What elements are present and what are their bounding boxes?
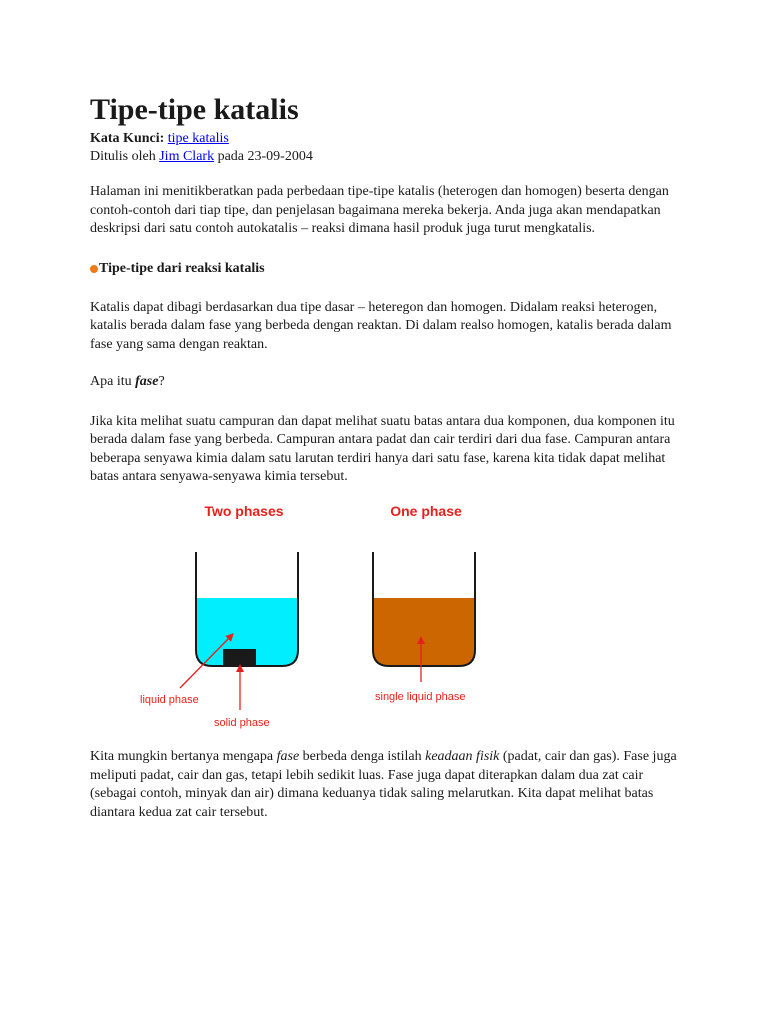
question-suffix: ? (158, 374, 165, 389)
keywords-line (90, 130, 690, 148)
intro-paragraph: Halaman ini menitikberatkan pada perbedaan tipe-tipe katalis (heterogen dan homogen) beserta dengan contoh-contoh dari tiap tipe, dan penjelasan bagaimana mereka bekerja. Anda juga akan mendapatkan deskripsi dari satu contoh autokatalis – reaksi dimana hasil produk juga turut mengkatalis. (90, 184, 669, 236)
keywords-label: Kata Kunci: (90, 131, 165, 146)
solid-phase-label: solid phase (214, 717, 270, 729)
solid-block (223, 649, 256, 666)
question-term: fase (135, 374, 159, 389)
question-prefix: Apa itu (90, 374, 136, 389)
para4-text-c: (padat, cair dan gas). Fase juga meliputi padat, cair dan gas, tetapi lebih sedikit luas. Fase juga dapat diterapkan dalam dua zat cair (sebagai contoh, minyak dan air) dimana keduanya tidak saling melarutkan. Kita dapat melihat batas diantara kedua zat cair tersebut. (90, 749, 677, 820)
right-beaker-title: One phase (390, 503, 462, 519)
para4-term-state: keadaan fisik (425, 749, 500, 764)
article-continued (90, 748, 690, 822)
page-title: Tipe-tipe katalis (90, 93, 299, 126)
single-liquid-phase-label: single liquid phase (375, 691, 466, 703)
paragraph-catalyst-types: Katalis dapat dibagi berdasarkan dua tipe dasar – heteregon dan homogen. Didalam reaksi heterogen, katalis berada dalam fase yang berbeda dengan reaktan. Di dalam realso homogen, katalis berada dalam fase yang sama dengan reaktan. (90, 299, 672, 352)
author-line (90, 148, 690, 166)
para4-text-a: Kita mungkin bertanya mengapa (90, 749, 277, 764)
right-beaker-liquid (373, 598, 475, 666)
paragraph-phase-definition: Jika kita melihat suatu campuran dan dapat melihat suatu batas antara dua komponen, dua komponen itu berada dalam fase yang berbeda. Campuran antara padat dan cair terdiri dari dua fase. Campuran antara beberapa senyawa kimia dalam satu larutan terdiri hanya dari satu fase, karena kita tidak dapat melihat batas antara senyawa-senyawa kimia tersebut. (90, 413, 675, 484)
keywords-link[interactable]: tipe katalis (167, 131, 229, 146)
author-link[interactable]: Jim Clark (159, 149, 215, 164)
section-heading (90, 260, 690, 278)
bullet-icon (90, 265, 98, 273)
question-paragraph (90, 373, 690, 392)
paragraph-phase-vs-state (90, 748, 690, 822)
para4-text-b: berbeda denga istilah (299, 749, 426, 764)
para4-term-fase: fase (276, 749, 300, 764)
phase-diagram (130, 500, 490, 735)
article (90, 92, 690, 487)
phase-diagram-svg (130, 500, 490, 735)
section-heading-text: Tipe-tipe dari reaksi katalis (99, 260, 265, 276)
author-prefix: Ditulis oleh (90, 149, 156, 164)
left-beaker-title: Two phases (204, 503, 284, 519)
publish-date: pada 23-09-2004 (217, 149, 313, 164)
liquid-phase-label: liquid phase (140, 694, 199, 706)
